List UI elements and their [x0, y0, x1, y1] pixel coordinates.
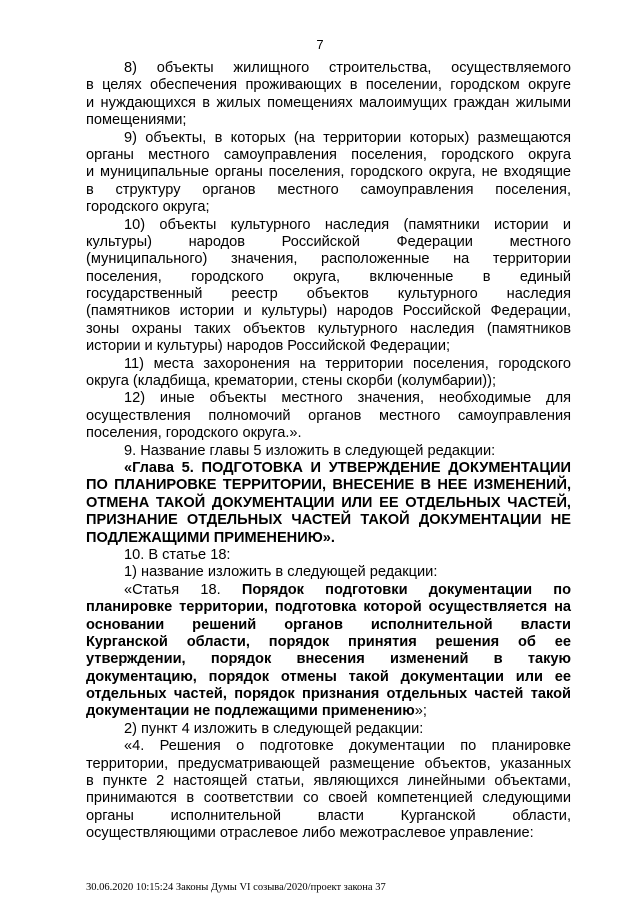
text-segment: помещениями;	[86, 112, 187, 129]
text-line	[86, 164, 571, 181]
text-line	[86, 95, 571, 112]
text-segment: 9. Название главы 5 изложить в следующей редакции:	[124, 442, 496, 459]
text-line	[86, 825, 571, 842]
text-line	[86, 60, 571, 77]
text-line	[86, 408, 571, 425]
text-segment: органы местного самоуправления поселения, городского округа	[86, 146, 571, 163]
text-segment: территории, предусматривающей размещение объектов, указанных	[86, 755, 571, 772]
text-line	[86, 460, 571, 477]
text-line	[86, 773, 571, 790]
text-line	[86, 251, 571, 268]
text-segment: утверждении, порядок внесения изменений в такую	[86, 651, 571, 668]
text-segment: Порядок подготовки документации по	[241, 581, 571, 598]
text-segment: государственный реестр объектов культурного наследия	[86, 286, 571, 303]
text-segment: 11) места захоронения на территории поселения, городского	[124, 355, 571, 372]
text-segment: в структуру органов местного самоуправления поселения,	[86, 181, 571, 198]
text-line	[86, 599, 571, 616]
text-line	[86, 477, 571, 494]
page-number: 7	[316, 37, 324, 52]
text-segment: округа (кладбища, крематории, стены скорби (колумбарии));	[86, 373, 497, 390]
text-line	[86, 443, 571, 460]
text-line	[86, 721, 571, 738]
text-line	[86, 512, 571, 529]
text-line	[86, 269, 571, 286]
text-line	[86, 738, 571, 755]
text-segment: 2) пункт 4 изложить в следующей редакции:	[124, 720, 424, 737]
text-segment: документацию, порядок отмены такой документации или ее	[86, 668, 571, 685]
text-line	[86, 356, 571, 373]
text-line	[86, 425, 571, 442]
text-segment: 8) объекты жилищного строительства, осуществляемого	[124, 60, 571, 76]
text-segment: планировке территории, подготовка которой осуществляется на	[86, 599, 571, 616]
text-line	[86, 373, 571, 390]
text-line	[86, 182, 571, 199]
text-segment: «Глава 5. ПОДГОТОВКА И УТВЕРЖДЕНИЕ ДОКУМЕНТАЦИИ	[124, 459, 571, 476]
text-segment: 10. В статье 18:	[124, 546, 231, 563]
text-line	[86, 564, 571, 581]
text-segment: органы исполнительной власти Курганской области,	[86, 807, 571, 824]
text-line	[86, 234, 571, 251]
text-line	[86, 617, 571, 634]
text-line	[86, 669, 571, 686]
text-line	[86, 286, 571, 303]
page-footer: 30.06.2020 10:15:24 Законы Думы VI созыва/2020/проект закона 37	[86, 882, 386, 893]
text-segment: 10) объекты культурного наследия (памятники истории и	[124, 216, 571, 233]
text-line	[86, 303, 571, 320]
text-segment: ОТМЕНА ТАКОЙ ДОКУМЕНТАЦИИ ИЛИ ЕЕ ОТДЕЛЬНЫХ ЧАСТЕЙ,	[86, 494, 571, 511]
text-segment: культуры) народов Российской Федерации местного	[86, 233, 571, 250]
text-line	[86, 547, 571, 564]
text-line	[86, 651, 571, 668]
text-line	[86, 217, 571, 234]
text-line	[86, 77, 571, 94]
text-segment: ПО ПЛАНИРОВКЕ ТЕРРИТОРИИ, ВНЕСЕНИЕ В НЕЕ ИЗМЕНЕНИЙ,	[86, 477, 571, 494]
text-segment: 12) иные объекты местного значения, необходимые для	[124, 390, 571, 407]
text-segment: «4. Решения о подготовке документации по планировке	[124, 738, 571, 755]
text-line	[86, 686, 571, 703]
text-segment: (памятников истории и культуры) народов Российской Федерации,	[86, 303, 571, 320]
text-line	[86, 582, 571, 599]
text-segment: документации не подлежащими применению	[86, 703, 415, 720]
text-segment: и муниципальные органы поселения, городского округа, не входящие	[86, 164, 571, 181]
text-segment: основании решений органов исполнительной власти	[86, 616, 571, 633]
text-line	[86, 703, 571, 720]
text-line	[86, 390, 571, 407]
text-segment: поселения, городского округа.».	[86, 425, 302, 442]
document-body	[86, 60, 571, 843]
text-line	[86, 199, 571, 216]
text-line	[86, 338, 571, 355]
text-segment: «Статья 18.	[124, 581, 242, 598]
text-segment: осуществляющими отраслевое либо межотраслевое управление:	[86, 825, 534, 842]
text-segment: 1) название изложить в следующей редакции:	[124, 564, 438, 581]
text-segment: (муниципального) значения, расположенные на территории	[86, 251, 571, 268]
text-segment: в пункте 2 настоящей статьи, являющихся линейными объектами,	[86, 773, 571, 790]
text-line	[86, 808, 571, 825]
text-line	[86, 790, 571, 807]
text-segment: и нуждающихся в жилых помещениях малоимущих граждан жилыми	[86, 94, 571, 111]
text-line	[86, 130, 571, 147]
text-segment: »;	[414, 703, 427, 720]
text-line	[86, 495, 571, 512]
text-line	[86, 147, 571, 164]
text-line	[86, 321, 571, 338]
text-segment: Курганской области, порядок принятия решения об ее	[86, 633, 571, 650]
text-segment: ПОДЛЕЖАЩИМИ ПРИМЕНЕНИЮ».	[86, 529, 335, 546]
text-line	[86, 530, 571, 547]
text-line	[86, 634, 571, 651]
text-segment: в целях обеспечения проживающих в поселении, городском округе	[86, 77, 571, 94]
text-line	[86, 112, 571, 129]
text-segment: отдельных частей, порядок признания отдельных частей такой	[86, 686, 571, 703]
text-line	[86, 756, 571, 773]
text-segment: истории и культуры) народов Российской Федерации;	[86, 338, 451, 355]
text-segment: городского округа;	[86, 199, 210, 216]
text-segment: осуществления полномочий органов местного самоуправления	[86, 407, 571, 424]
text-segment: 9) объекты, в которых (на территории которых) размещаются	[124, 129, 571, 146]
text-segment: ПРИЗНАНИЕ ОТДЕЛЬНЫХ ЧАСТЕЙ ТАКОЙ ДОКУМЕНТАЦИИ НЕ	[86, 512, 571, 529]
text-segment: принимаются в соответствии со своей компетенцией следующими	[86, 790, 571, 807]
text-segment: зоны охраны таких объектов культурного наследия (памятников	[86, 320, 571, 337]
text-segment: поселения, городского округа, включенные в единый	[86, 268, 571, 285]
